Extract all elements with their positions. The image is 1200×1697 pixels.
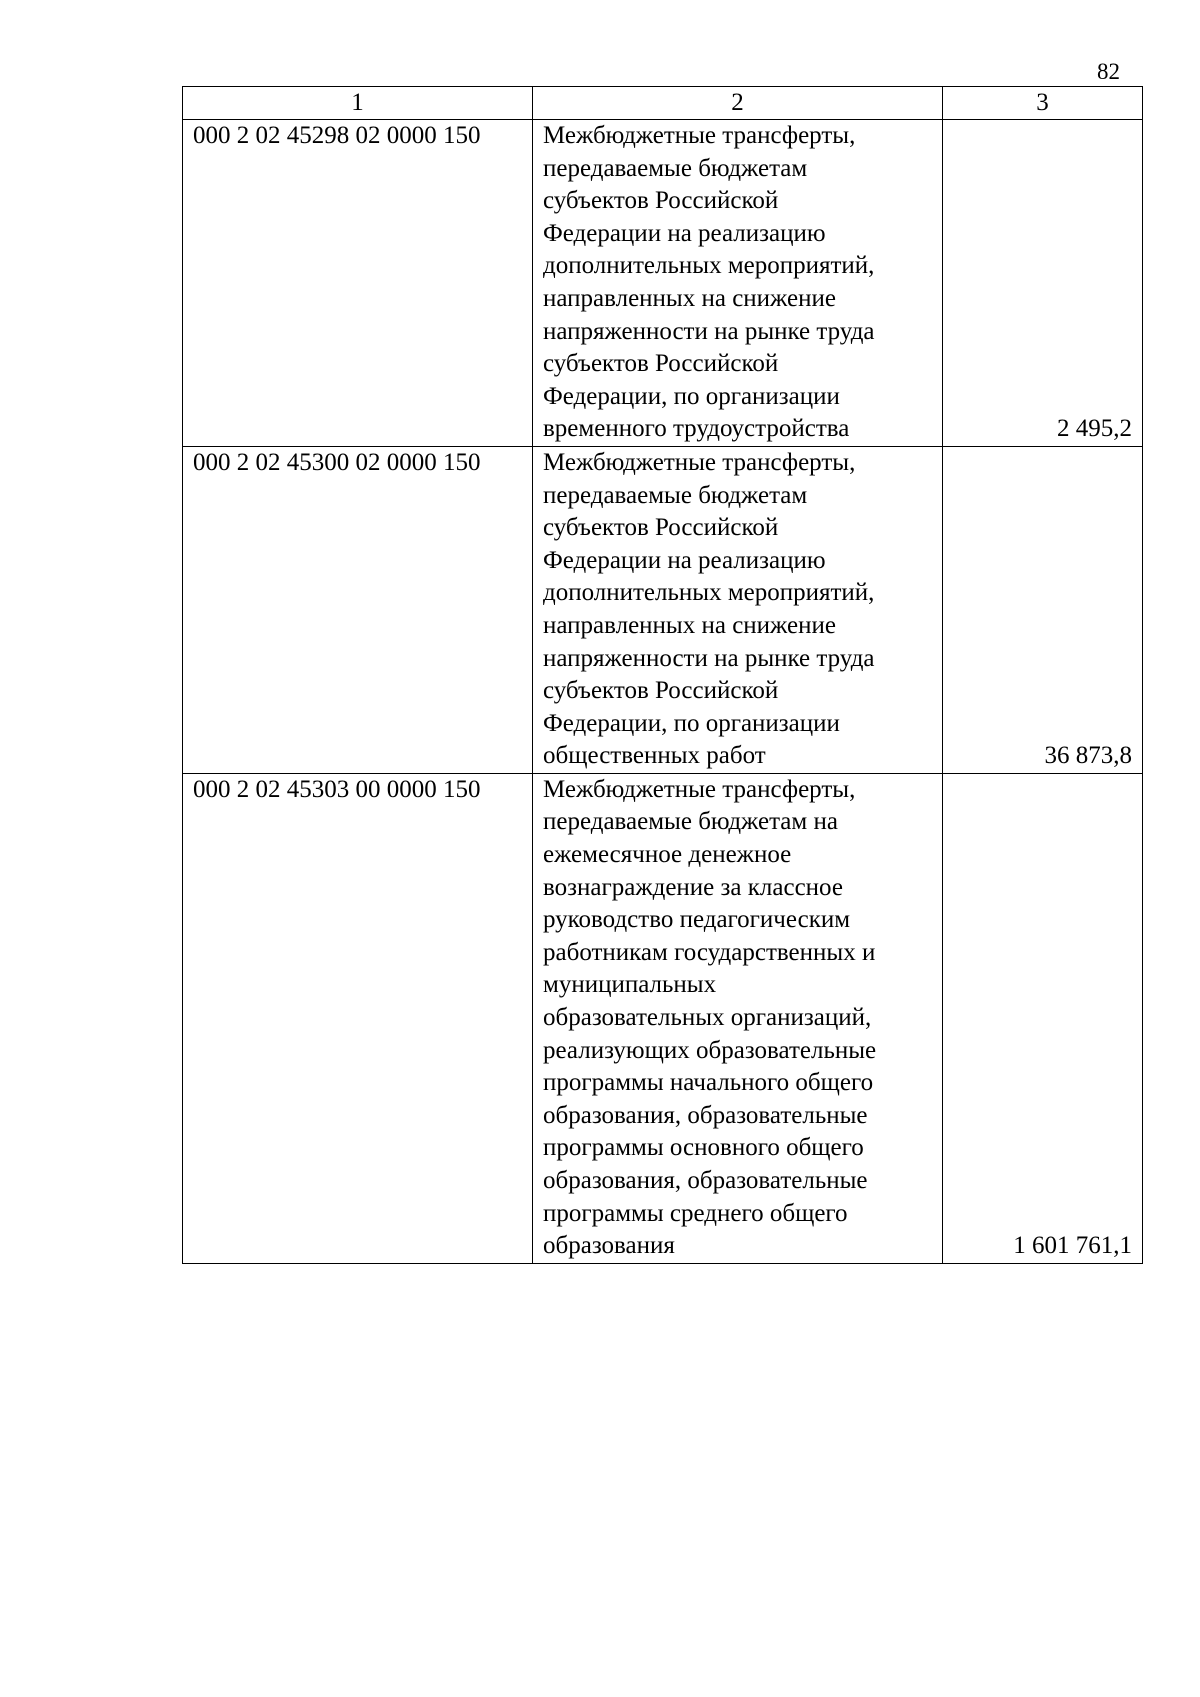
description-line: дополнительных мероприятий, <box>543 579 875 607</box>
description-line: образовательных организаций, <box>543 1004 872 1032</box>
description-line: реализующих образовательные <box>543 1036 877 1064</box>
description-line: работникам государственных и <box>543 938 876 966</box>
description-line: напряженности на рынке труда <box>543 644 875 672</box>
budget-code-cell: 000 2 02 45300 02 0000 150 <box>183 446 533 773</box>
budget-code-cell: 000 2 02 45298 02 0000 150 <box>183 120 533 447</box>
description-line: субъектов Российской <box>543 514 779 542</box>
description-line: Межбюджетные трансферты, <box>543 775 856 803</box>
table-header-row <box>183 87 1143 120</box>
description-line: образования, образовательные <box>543 1167 868 1194</box>
description-line: программы основного общего <box>543 1134 864 1162</box>
description-line: субъектов Российской <box>543 677 779 705</box>
description-line: передаваемые бюджетам <box>543 154 808 182</box>
table-row <box>183 773 1143 1263</box>
description-line: передаваемые бюджетам на <box>543 808 838 836</box>
description-line: образования <box>543 1232 675 1260</box>
page-number: 82 <box>1097 59 1120 84</box>
budget-table <box>182 86 1143 1264</box>
description-line: напряженности на рынке труда <box>543 317 875 345</box>
description-line: Федерации на реализацию <box>543 219 826 247</box>
description-line: руководство педагогическим <box>543 906 851 934</box>
description-line: временного трудоустройства <box>543 415 850 443</box>
description-line: вознаграждение за классное <box>543 873 843 901</box>
table-body <box>183 87 1143 1264</box>
description-line: направленных на снижение <box>543 284 836 312</box>
description-cell <box>533 773 943 1263</box>
description-line: ежемесячное денежное <box>543 841 792 869</box>
description-line: общественных работ <box>543 742 766 770</box>
table-row <box>183 446 1143 773</box>
description-line: программы среднего общего <box>543 1199 848 1227</box>
header-cell-3: 3 <box>943 87 1143 120</box>
description-line: образования, образовательные <box>543 1101 868 1129</box>
description-cell <box>533 120 943 447</box>
description-line: Федерации, по организации <box>543 709 840 737</box>
amount-cell: 36 873,8 <box>943 446 1143 773</box>
description-line: Федерации, по организации <box>543 382 840 410</box>
description-line: субъектов Российской <box>543 350 779 378</box>
amount-cell: 1 601 761,1 <box>943 773 1143 1263</box>
description-line: Межбюджетные трансферты, <box>543 448 856 476</box>
description-line: муниципальных <box>543 971 717 999</box>
header-cell-2: 2 <box>533 87 943 120</box>
description-line: Межбюджетные трансферты, <box>543 122 856 149</box>
description-line: программы начального общего <box>543 1069 874 1097</box>
description-line: передаваемые бюджетам <box>543 481 808 509</box>
description-line: направленных на снижение <box>543 611 836 639</box>
description-cell <box>533 446 943 773</box>
description-line: Федерации на реализацию <box>543 546 826 574</box>
amount-cell: 2 495,2 <box>943 120 1143 447</box>
header-cell-1: 1 <box>183 87 533 120</box>
budget-code-cell: 000 2 02 45303 00 0000 150 <box>183 773 533 1263</box>
description-line: дополнительных мероприятий, <box>543 252 875 280</box>
description-line: субъектов Российской <box>543 187 779 215</box>
table-row <box>183 120 1143 447</box>
